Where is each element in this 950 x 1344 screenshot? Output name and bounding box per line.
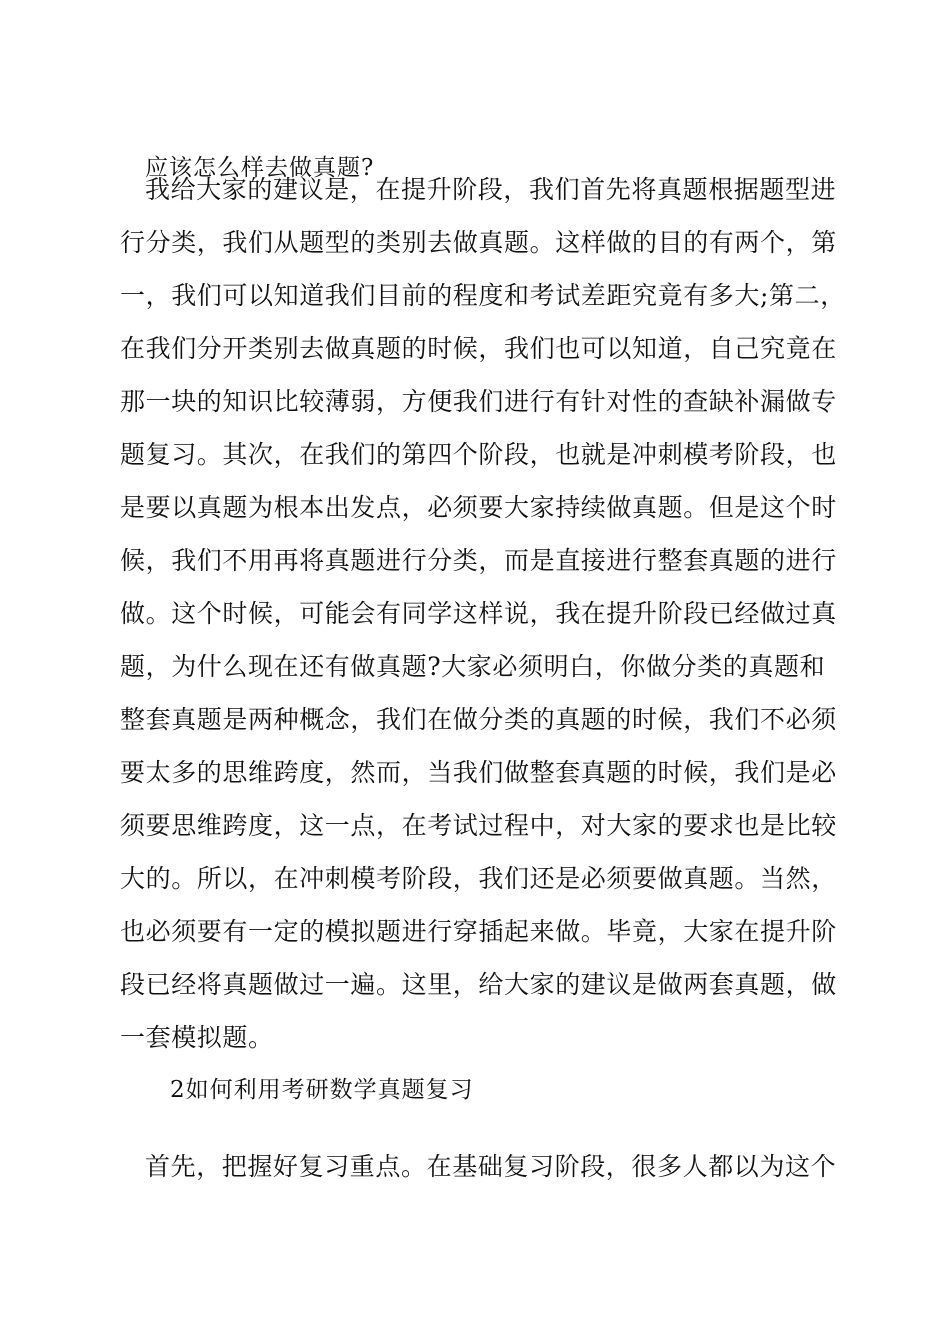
paragraph-line: 那一块的知识比较薄弱，方便我们进行有针对性的查缺补漏做专 bbox=[120, 387, 837, 416]
paragraph-line: 要太多的思维跨度，然而，当我们做整套真题的时候，我们是必 bbox=[120, 758, 837, 787]
paragraph-line: 须要思维跨度，这一点，在考试过程中，对大家的要求也是比较 bbox=[120, 811, 837, 840]
paragraph-line: 做。这个时候，可能会有同学这样说，我在提升阶段已经做过真 bbox=[120, 599, 837, 628]
paragraph-line: 首先，把握好复习重点。在基础复习阶段，很多人都以为这个 bbox=[145, 1152, 837, 1181]
paragraph-line: 整套真题是两种概念，我们在做分类的真题的时候，我们不必须 bbox=[120, 705, 837, 734]
paragraph-line: 一套模拟题。 bbox=[120, 1023, 274, 1052]
paragraph-line: 题，为什么现在还有做真题?大家必须明白，你做分类的真题和 bbox=[120, 652, 826, 681]
paragraph-line: 我给大家的建议是，在提升阶段，我们首先将真题根据题型进 bbox=[145, 175, 837, 204]
paragraph-line: 候，我们不用再将真题进行分类，而是直接进行整套真题的进行 bbox=[120, 546, 837, 575]
paragraph-line: 也必须要有一定的模拟题进行穿插起来做。毕竟，大家在提升阶 bbox=[120, 917, 837, 946]
section-heading: 2如何利用考研数学真题复习 bbox=[170, 1077, 474, 1103]
paragraph-line: 大的。所以，在冲刺模考阶段，我们还是必须要做真题。当然， bbox=[120, 864, 837, 893]
paragraph-line: 行分类，我们从题型的类别去做真题。这样做的目的有两个，第 bbox=[120, 228, 837, 257]
paragraph-line: 是要以真题为根本出发点，必须要大家持续做真题。但是这个时 bbox=[120, 493, 837, 522]
paragraph-line: 一，我们可以知道我们目前的程度和考试差距究竟有多大;第二， bbox=[120, 281, 846, 310]
paragraph-line: 段已经将真题做过一遍。这里，给大家的建议是做两套真题，做 bbox=[120, 970, 837, 999]
paragraph-line: 在我们分开类别去做真题的时候，我们也可以知道，自己究竟在 bbox=[120, 334, 837, 363]
paragraph-line: 题复习。其次，在我们的第四个阶段，也就是冲刺模考阶段，也 bbox=[120, 440, 837, 469]
question-heading: 应该怎么样去做真题? bbox=[145, 155, 375, 181]
